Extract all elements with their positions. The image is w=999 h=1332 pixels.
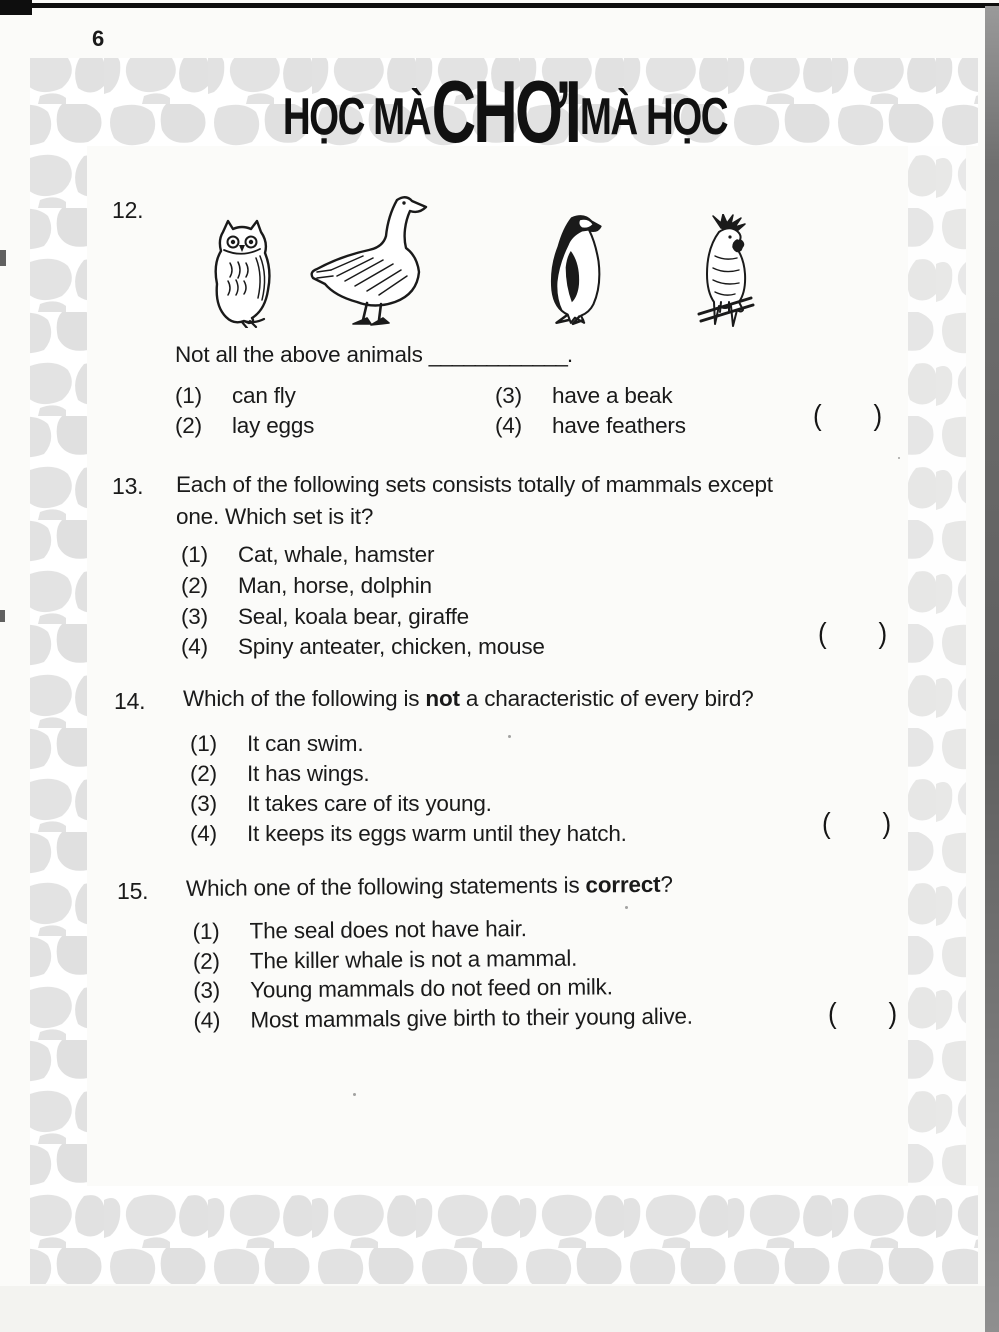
option-row [175,411,495,441]
option-label: Spiny anteater, chicken, mouse [238,634,545,660]
page-title [30,56,980,162]
option-row [175,381,495,411]
option-number: (1) [192,918,220,945]
option-row [193,972,693,1006]
option-label: Young mammals do not feed on milk. [250,974,613,1003]
option-number: (3) [190,791,217,816]
page-number: 6 [92,26,105,51]
option-label: It can swim. [247,731,364,756]
option-number: (1) [181,542,208,567]
option-row [190,789,627,819]
option-row [181,540,545,571]
question-15-number: 15. [117,878,149,904]
page-title-left: HỌC MÀ [282,87,430,146]
option-row [495,411,686,441]
option-label: It keeps its eggs warm until they hatch. [247,821,627,846]
option-row [193,942,693,976]
scan-edge-mark [0,610,5,622]
question-13-stem: Each of the following sets consists totally of mammals except one. Which set is it? [176,472,773,529]
option-number: (2) [181,572,208,598]
answer-bracket [822,808,891,839]
paper-speck [898,457,900,459]
option-number: (1) [190,731,217,756]
option-row [190,759,627,789]
owl-image [202,218,282,333]
question-13-number: 13. [112,473,144,499]
option-row [181,571,545,602]
option-number: (4) [181,634,208,660]
answer-bracket [813,400,882,431]
option-number: (3) [193,977,221,1003]
question-12-options [175,381,686,441]
answer-bracket [828,998,897,1029]
option-number: (4) [193,1007,221,1033]
option-row [192,913,692,947]
stem-bold-word: correct [585,871,661,898]
paper-speck [353,1093,356,1096]
option-label: It takes care of its young. [247,791,492,816]
bracket-close-paren: ) [878,616,887,650]
option-label: Man, horse, dolphin [238,572,432,598]
option-number: (3) [495,383,522,408]
question-14-options [190,729,627,849]
option-row [190,819,627,849]
bracket-open-paren: ( [813,398,822,432]
question-15-options [192,913,692,1035]
option-number: (3) [181,603,208,629]
option-row [190,729,627,759]
option-number: (2) [190,761,217,786]
option-number: (2) [175,413,202,438]
bracket-close-paren: ) [873,398,882,432]
bracket-open-paren: ( [828,996,837,1030]
option-row [495,381,686,411]
stem-bold-word: not [425,686,460,711]
option-label: The killer whale is not a mammal. [249,945,578,974]
option-number: (4) [495,413,522,438]
option-label: Seal, koala bear, giraffe [238,603,469,629]
question-14-number: 14. [114,688,146,714]
option-row [181,632,545,663]
question-12-stem: Not all the above animals ____________. [175,342,573,367]
option-label: The seal does not have hair. [249,916,527,944]
option-number: (2) [192,948,220,974]
scanner-shadow [985,6,999,1332]
option-label: can fly [232,383,296,408]
option-number: (4) [190,821,217,846]
answer-bracket [818,618,887,649]
cockatoo-image [690,214,760,341]
paper-speck [625,906,628,909]
scan-edge-mark [0,250,6,266]
question-14-stem: Which of the following is not a characteristic of every bird? [183,686,754,711]
goose-image [305,192,440,337]
bracket-open-paren: ( [818,616,827,650]
scan-top-edge-line [0,3,999,8]
scan-corner-mark [0,0,32,15]
question-15-stem: Which one of the following statements is correct? [185,871,673,901]
option-label: Most mammals give birth to their young alive. [250,1003,693,1033]
option-label: lay eggs [232,413,315,438]
question-13-options [181,540,545,663]
option-label: have a beak [552,383,673,408]
option-number: (1) [175,383,202,408]
bracket-close-paren: ) [888,996,897,1030]
option-label: Cat, whale, hamster [238,542,435,567]
paper-bottom-margin [0,1286,999,1332]
page-title-center: CHƠI [431,62,579,162]
option-label: It has wings. [247,761,370,786]
bracket-open-paren: ( [822,806,831,840]
option-row [181,602,545,633]
option-label: have feathers [552,413,686,438]
page-title-right: MÀ HỌC [580,87,728,146]
option-row [193,1001,693,1035]
fill-in-blank: ____________ [428,342,567,367]
penguin-image [540,212,616,335]
bracket-close-paren: ) [882,806,891,840]
question-12-number: 12. [112,197,144,223]
